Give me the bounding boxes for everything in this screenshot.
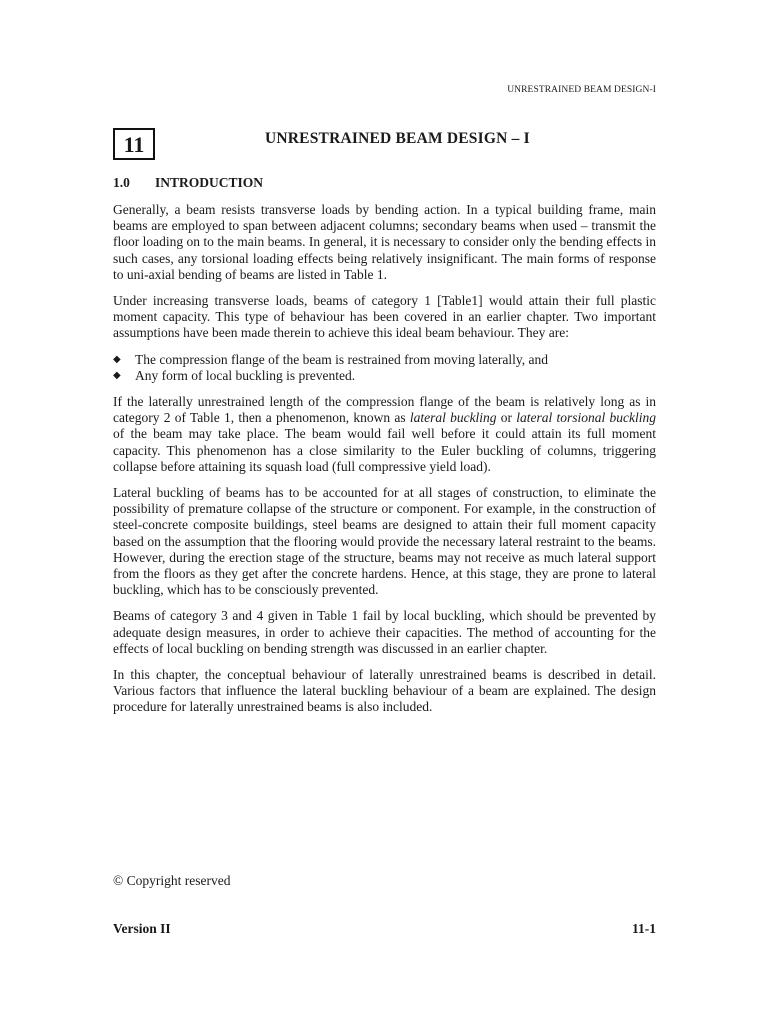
footer-version: Version II [113,921,171,936]
term-lateral-torsional-buckling: lateral torsional buckling [516,410,656,426]
document-page [113,0,656,1024]
chapter-title: UNRESTRAINED BEAM DESIGN – I [265,130,530,147]
list-item [113,352,656,368]
term-lateral-buckling: lateral buckling [409,410,497,426]
paragraph-5: Beams of category 3 and 4 given in Table 1 fail by local buckling, which should be prevented by adequate design measures, in order to achieve their capacities. The method of accounting for the effects of local buckling on bending strength was discussed in an earlier chapter. [113,608,656,656]
list-item-text: Any form of local buckling is prevented. [135,367,356,383]
section-heading [113,175,263,191]
paragraph-1: Generally, a beam resists transverse loads by bending action. In a typical building frame, main beams are employed to span between adjacent columns; secondary beams when used – transmit the floor loading on to the main beams. In general, it is necessary to consider only the bending effects in such cases, any torsional loading effects being relatively insignificant. The main forms of response to uni-axial bending of beams are listed in Table 1. [113,202,656,282]
paragraph-3-text-c: of the beam may take place. The beam would fail well before it could attain its full moment capacity. This phenomenon has a close similarity to the Euler buckling of columns, triggering collapse before attaining its squash load (full compressive yield load). [113,426,656,474]
body-text [113,202,656,726]
diamond-bullet-icon: ◆ [113,353,121,365]
paragraph-3-text-a: If the laterally unrestrained length of the compression flange of the beam is relatively long as in category 2 of Table 1, then a phenomenon, known as [113,394,656,426]
paragraph-6: In this chapter, the conceptual behaviour of laterally unrestrained beams is described in detail. Various factors that influence the lateral buckling behaviour of a beam are explained. The design procedure for laterally unrestrained beams is also included. [113,667,656,715]
diamond-bullet-icon: ◆ [113,369,121,381]
chapter-number-box: 11 [113,128,155,160]
assumption-list [113,352,656,384]
footer-page-number: 11-1 [631,921,656,936]
paragraph-4: Lateral buckling of beams has to be accounted for at all stages of construction, to eliminate the possibility of premature collapse of the structure or component. For example, in the construction of steel-concrete composite buildings, steel beams are designed to attain their full moment capacity based on the assumption that the flooring would provide the necessary lateral restraint to the beams. However, during the erection stage of the structure, beams may not receive as much lateral support from the floors as they get after the concrete hardens. Hence, at this stage, they are prone to lateral buckling, which has to be consciously prevented. [113,485,656,598]
section-number: 1.0 [113,175,130,190]
paragraph-3 [113,394,656,475]
running-header: UNRESTRAINED BEAM DESIGN-I [507,85,656,95]
section-title: INTRODUCTION [155,175,264,190]
list-item [113,368,656,384]
paragraph-2: Under increasing transverse loads, beams of category 1 [Table1] would attain their full plastic moment capacity. This type of behaviour has been covered in an earlier chapter. Two important assumptions have been made therein to achieve this ideal beam behaviour. They are: [113,293,656,341]
copyright-notice: © Copyright reserved [113,873,231,888]
list-item-text: The compression flange of the beam is restrained from moving laterally, and [135,351,548,367]
paragraph-3-text-b: or [496,410,517,426]
